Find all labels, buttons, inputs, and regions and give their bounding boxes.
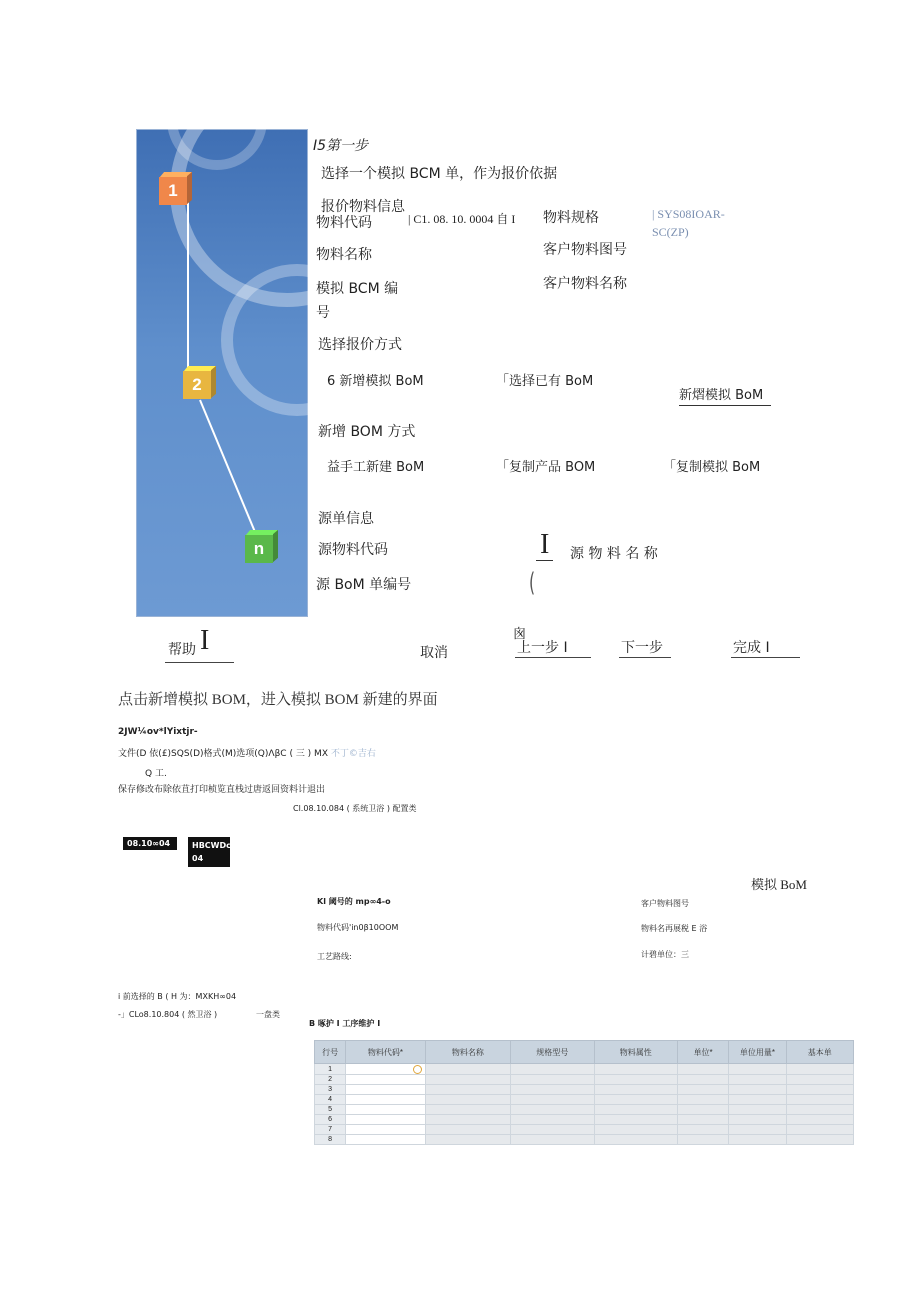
- section-source-info: 源单信息: [318, 511, 374, 527]
- grid-cell[interactable]: [786, 1115, 853, 1125]
- material-name-label: 物料名称: [316, 247, 372, 263]
- material-spec-label: 物料规格: [543, 210, 599, 226]
- grid-cell[interactable]: [786, 1064, 853, 1075]
- grid-cell[interactable]: [511, 1095, 594, 1105]
- grid-cell[interactable]: [729, 1105, 786, 1115]
- tree-badge-1[interactable]: 08.10∞04: [123, 837, 177, 850]
- grid-header-spec[interactable]: 规格型号: [511, 1041, 594, 1064]
- step-1-cube-icon: 1: [159, 177, 187, 205]
- cancel-button[interactable]: 取消: [420, 645, 448, 661]
- wizard-instruction: 选择一个模拟 BCM 单，作为报价依据: [321, 166, 558, 182]
- source-code-label: 源物料代码: [318, 542, 388, 558]
- wizard-side-panel: [136, 129, 308, 617]
- table-row[interactable]: [315, 1105, 854, 1115]
- field-route[interactable]: 工艺路线:: [317, 952, 352, 961]
- lookup-icon[interactable]: [413, 1065, 422, 1074]
- section-new-bom-method: 新增 BOM 方式: [318, 424, 416, 440]
- grid-cell[interactable]: [729, 1064, 786, 1075]
- sim-bcm-label-wrap: 号: [316, 305, 330, 321]
- grid-cell[interactable]: [594, 1095, 677, 1105]
- finish-button[interactable]: 完成 I: [733, 640, 770, 656]
- window-title: 2JW¼ov*lYixtjr-: [118, 727, 198, 737]
- grid-cell[interactable]: [677, 1125, 728, 1135]
- table-row[interactable]: [315, 1095, 854, 1105]
- grid-cell[interactable]: [677, 1075, 728, 1085]
- table-row[interactable]: [315, 1135, 854, 1145]
- menu-bar-faint: 不丁©吉右: [330, 749, 376, 759]
- source-bom-bracket-icon[interactable]: (: [529, 568, 536, 598]
- step-title: I5第一步: [313, 138, 369, 154]
- material-spec-value-line2: SC(ZP): [652, 225, 689, 239]
- grid-cell[interactable]: [346, 1095, 425, 1105]
- customer-material-name-label: 客户物料名称: [543, 276, 627, 292]
- option-manual-new-bom[interactable]: 益手工新建 BoM: [327, 460, 425, 475]
- grid-cell[interactable]: [594, 1135, 677, 1145]
- menu-bar-items[interactable]: 文件(D 依(£)SQS(D)格式(M)选项(Q)ΛβC ( 三 ) MX: [118, 749, 328, 759]
- grid-cell[interactable]: [425, 1075, 510, 1085]
- field-customer-drawing: 客户物料图号: [641, 899, 689, 908]
- grid-header-unit-qty[interactable]: 单位用量*: [729, 1041, 786, 1064]
- grid-cell[interactable]: [511, 1075, 594, 1085]
- grid-cell[interactable]: [425, 1064, 510, 1075]
- row-number: 2: [315, 1075, 346, 1085]
- row-number: 3: [315, 1085, 346, 1095]
- row-number: 7: [315, 1125, 346, 1135]
- grid-cell[interactable]: [786, 1085, 853, 1095]
- grid-header-material-code[interactable]: 物料代码*: [346, 1041, 425, 1064]
- grid-cell[interactable]: [425, 1105, 510, 1115]
- grid-cell[interactable]: [729, 1095, 786, 1105]
- grid-cell[interactable]: [786, 1135, 853, 1145]
- floating-glyph: 囪: [513, 627, 527, 642]
- grid-cell[interactable]: [786, 1105, 853, 1115]
- grid-cell[interactable]: [511, 1115, 594, 1125]
- table-row[interactable]: [315, 1115, 854, 1125]
- grid-cell[interactable]: [425, 1125, 510, 1135]
- customer-drawing-label: 客户物料图号: [543, 242, 627, 258]
- finish-button-underline: [731, 657, 800, 658]
- source-name-label: 源 物 料 名 称: [570, 546, 658, 562]
- header-material-code: Cl.08.10.084 ( 系统卫浴 ) 配置类: [293, 804, 417, 813]
- help-button-underline: [165, 662, 234, 663]
- grid-cell[interactable]: [677, 1064, 728, 1075]
- grid-cell[interactable]: [346, 1115, 425, 1125]
- grid-cell[interactable]: [346, 1125, 425, 1135]
- grid-cell[interactable]: [729, 1075, 786, 1085]
- sim-bcm-label: 模拟 BCM 编: [316, 281, 399, 297]
- option-copy-product-bom[interactable]: 「复制产品 BOM: [496, 460, 596, 475]
- grid-cell[interactable]: [594, 1064, 677, 1075]
- grid-cell[interactable]: [346, 1085, 425, 1095]
- help-cursor-icon: I: [200, 625, 210, 656]
- grid-cell[interactable]: [594, 1085, 677, 1095]
- tree-badge-2-line2: 04: [192, 854, 204, 863]
- grid-header-unit[interactable]: 单位*: [677, 1041, 728, 1064]
- new-sim-bom-link[interactable]: 新熠模拟 BoM: [679, 384, 771, 406]
- grid-header-material-name[interactable]: 物料名称: [425, 1041, 510, 1064]
- caption-text: 点击新增模拟 BOM，进入模拟 BOM 新建的界面: [118, 692, 438, 708]
- grid-cell[interactable]: [594, 1105, 677, 1115]
- tree-node-category: 一盘类: [256, 1010, 280, 1019]
- material-code-value[interactable]: | C1. 08. 10. 0004 自 I: [408, 212, 516, 226]
- grid-cell[interactable]: [677, 1095, 728, 1105]
- row-number: 6: [315, 1115, 346, 1125]
- grid-header-row-no: 行号: [315, 1041, 346, 1064]
- grid-cell[interactable]: [786, 1075, 853, 1085]
- table-row[interactable]: [315, 1085, 854, 1095]
- field-bom-no[interactable]: Kl 阈号的 mp∞4-o: [317, 897, 391, 906]
- row-number: 4: [315, 1095, 346, 1105]
- grid-cell[interactable]: [594, 1075, 677, 1085]
- grid-cell[interactable]: [511, 1135, 594, 1145]
- row-number: 8: [315, 1135, 346, 1145]
- next-button-underline: [619, 657, 671, 658]
- grid-cell[interactable]: [346, 1075, 425, 1085]
- grid-cell[interactable]: [346, 1105, 425, 1115]
- row-number: 5: [315, 1105, 346, 1115]
- grid-cell[interactable]: [729, 1115, 786, 1125]
- tree-selected-info: i 前选择的 B ( H 为：MXKH∞04: [118, 992, 237, 1001]
- toolbar[interactable]: 保存修改布除依苴打印桢览直栈过唐返回资料计退出: [118, 785, 326, 795]
- field-material-code[interactable]: 物料代码'in0β10OOM: [317, 923, 399, 932]
- step-n-cube-icon: n: [245, 535, 273, 563]
- section-quote-info: 报价物料信息: [321, 199, 405, 215]
- editor-tabs[interactable]: B 啄护 I 工序维护 I: [309, 1019, 381, 1028]
- grid-cell[interactable]: [511, 1125, 594, 1135]
- source-code-cursor-icon[interactable]: I: [536, 530, 553, 561]
- grid-cell[interactable]: [346, 1135, 425, 1145]
- sim-bom-title: 模拟 BoM: [751, 877, 807, 892]
- grid-cell[interactable]: [511, 1085, 594, 1095]
- grid-cell[interactable]: [346, 1064, 425, 1075]
- step-2-cube-icon: 2: [183, 371, 211, 399]
- grid-cell[interactable]: [729, 1125, 786, 1135]
- prev-button-underline: [515, 657, 591, 658]
- grid-header-base-unit[interactable]: 基本单: [786, 1041, 853, 1064]
- grid-cell[interactable]: [786, 1125, 853, 1135]
- grid-cell[interactable]: [511, 1105, 594, 1115]
- table-row[interactable]: [315, 1075, 854, 1085]
- section-quote-method: 选择报价方式: [318, 337, 402, 353]
- grid-cell[interactable]: [729, 1085, 786, 1095]
- grid-cell[interactable]: [677, 1115, 728, 1125]
- next-button[interactable]: 下一步: [621, 640, 663, 656]
- grid-header-row: [315, 1041, 854, 1064]
- grid-cell[interactable]: [786, 1095, 853, 1105]
- table-row[interactable]: [315, 1125, 854, 1135]
- help-button[interactable]: 帮助: [168, 642, 196, 658]
- option-select-existing-bom[interactable]: 「选择已有 BoM: [496, 374, 594, 389]
- grid-cell[interactable]: [677, 1135, 728, 1145]
- grid-cell[interactable]: [677, 1105, 728, 1115]
- grid-cell[interactable]: [677, 1085, 728, 1095]
- tree-badge-2-line1: HBCWDc: [192, 841, 231, 850]
- row-number: 1: [315, 1064, 346, 1075]
- grid-header-attribute[interactable]: 物料属性: [594, 1041, 677, 1064]
- bom-grid[interactable]: [314, 1040, 832, 1154]
- source-bom-label: 源 BoM 单编号: [316, 577, 412, 593]
- option-copy-sim-bom[interactable]: 「复制模拟 BoM: [663, 460, 761, 475]
- grid-cell[interactable]: [511, 1064, 594, 1075]
- material-code-label: 物料代码: [316, 215, 372, 231]
- grid-cell[interactable]: [425, 1085, 510, 1095]
- grid-cell[interactable]: [594, 1125, 677, 1135]
- menu-bar[interactable]: [118, 746, 376, 759]
- prev-button[interactable]: 上一步 I: [517, 640, 568, 656]
- grid-cell[interactable]: [425, 1115, 510, 1125]
- quick-label: Q 工.: [145, 769, 167, 779]
- table-row[interactable]: [315, 1064, 854, 1075]
- field-material-name: 物料名再展税 E 浴: [641, 924, 708, 933]
- grid-cell[interactable]: [729, 1135, 786, 1145]
- grid-cell[interactable]: [594, 1115, 677, 1125]
- tree-badge-2[interactable]: [188, 837, 230, 867]
- material-spec-value-line1[interactable]: | SYS08IOAR-: [652, 207, 725, 221]
- grid-cell[interactable]: [425, 1135, 510, 1145]
- grid-cell[interactable]: [425, 1095, 510, 1105]
- option-new-sim-bom[interactable]: 6 新增模拟 BoM: [327, 374, 424, 389]
- field-unit: 计碧单位：三: [641, 950, 689, 959]
- tree-node[interactable]: -」CLo8.10.804 ( 然卫浴 ): [118, 1010, 218, 1019]
